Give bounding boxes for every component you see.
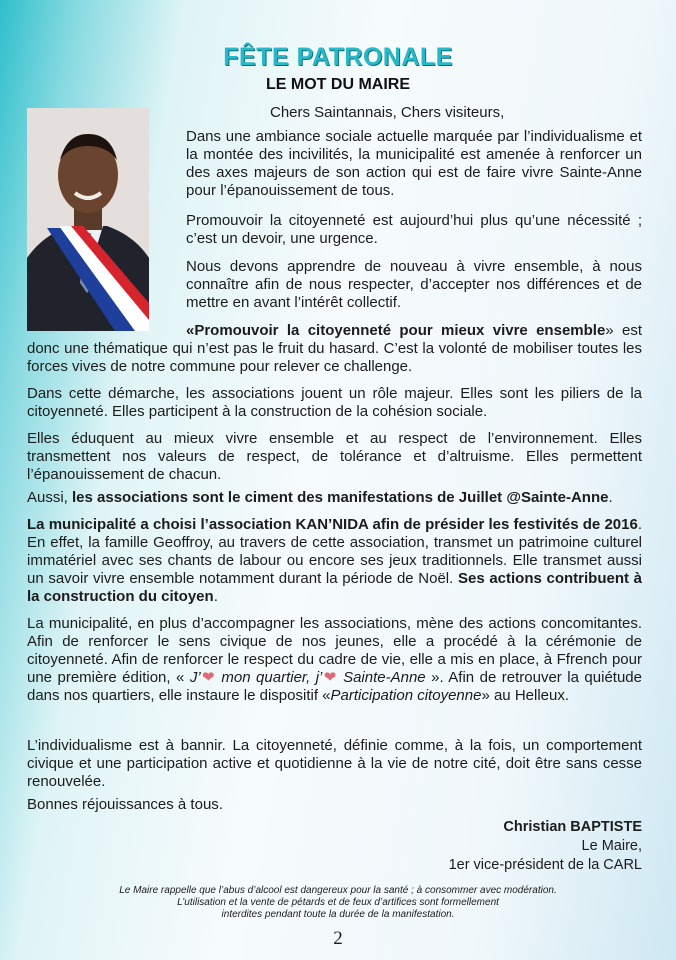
- paragraph-7-end: .: [608, 489, 613, 506]
- paragraph-11: Bonnes réjouissances à tous.: [27, 796, 223, 813]
- paragraph-9-b: ». Afin de retrouver la quiétude dans nos quartiers, elle instaure le dispositif «: [27, 669, 642, 704]
- paragraph-4-emphasis: «Promouvoir la citoyenneté pour mieux vivre ensemble: [186, 322, 606, 339]
- paragraph-9: [27, 615, 642, 705]
- page-subtitle: LE MOT DU MAIRE: [266, 76, 410, 93]
- paragraph-8-emphasis-2: Ses actions contribuent à la construction du citoyen: [27, 570, 642, 605]
- paragraph-10: L’individualisme est à bannir. La citoyenneté, définie comme, à la fois, un comportement civique et une participation active et quotidienne à la vie de notre cité, doit être sans cesse renouvelée.: [27, 737, 642, 790]
- page-title: FÊTE PATRONALE: [223, 43, 453, 71]
- paragraph-8: [27, 516, 642, 606]
- paragraph-9-a: La municipalité, en plus d’accompagner les associations, mène des actions concomitantes. Afin de renforcer le sens civique de nos jeunes, elle a procédé à la cérémonie de citoyenneté. Afin de renforcer le respect du cadre de vie, elle a mis en place, à Ffrench pour une première édition, «: [27, 615, 642, 686]
- heart-icon: ❤: [322, 669, 338, 686]
- page-number: 2: [333, 928, 343, 949]
- mayor-portrait-photo: [27, 108, 149, 331]
- paragraph-1: Dans une ambiance sociale actuelle marquée par l’individualisme et la montée des incivilités, la municipalité est amenée à renforcer un des axes majeurs de son action qui est de faire vivre Sainte-Anne pour l’épanouissement de tous.: [186, 128, 642, 199]
- paragraph-5: Dans cette démarche, les associations jouent un rôle majeur. Elles sont les piliers de la citoyenneté. Elles participent à la construction de la cohésion sociale.: [27, 385, 642, 420]
- paragraph-8-end: .: [213, 588, 218, 605]
- footer-warning-3: interdites pendant toute la durée de la manifestation.: [221, 909, 455, 920]
- footer-warning-1: Le Maire rappelle que l’abus d’alcool est dangereux pour la santé ; à consommer avec modération.: [119, 885, 557, 896]
- signature-name: Christian BAPTISTE: [503, 819, 642, 835]
- paragraph-7-emphasis: les associations sont le ciment des manifestations de Juillet @Sainte-Anne: [72, 489, 609, 506]
- paragraph-8-emphasis: La municipalité a choisi l’association KAN’NIDA afin de présider les festivités de 2016: [27, 516, 638, 533]
- paragraph-7-lead: Aussi,: [27, 489, 73, 506]
- slogan-part-1: J’: [189, 669, 201, 686]
- paragraph-8-body: . En effet, la famille Geoffroy, au travers de cette association, transmet un patrimoine culturel immatériel avec ses chants de labour ou encore ses jeux traditionnels. Elle transmet aussi un savoir vivre ensemble notamment durant la période de Noël.: [27, 516, 642, 587]
- slogan-part-2: mon quartier, j’: [215, 669, 323, 686]
- paragraph-4-rest: » est donc une thématique qui n’est pas le fruit du hasard. C’est la volonté de mobiliser toutes les forces vives de notre commune pour relever ce challenge.: [27, 322, 642, 375]
- program-name: Participation citoyenne: [330, 687, 482, 704]
- paragraph-6: Elles éduquent au mieux vivre ensemble et au respect de l’environnement. Elles transmettent nos valeurs de respect, de tolérance et d’altruisme. Elles permettent l’épanouissement de chacun.: [27, 430, 642, 483]
- paragraph-4: [27, 322, 642, 376]
- paragraph-3: Nous devons apprendre de nouveau à vivre ensemble, à nous connaître afin de nous respecter, d’accepter nos différences et de mettre en avant l’intérêt collectif.: [186, 258, 642, 311]
- heart-icon: ❤: [200, 669, 216, 686]
- signature-role-2: 1er vice-président de la CARL: [448, 857, 642, 873]
- paragraph-2: Promouvoir la citoyenneté est aujourd’hui plus qu’une nécessité ; c’est un devoir, une urgence.: [186, 212, 642, 247]
- greeting: Chers Saintannais, Chers visiteurs,: [270, 104, 505, 121]
- signature-role: Le Maire,: [581, 838, 642, 854]
- footer-warning-2: L’utilisation et la vente de pétards et de feux d’artifices sont formellement: [177, 897, 499, 908]
- slogan-part-3: Sainte-Anne: [337, 669, 426, 686]
- paragraph-9-c: » au Helleux.: [481, 687, 570, 704]
- paragraph-7: [27, 489, 642, 507]
